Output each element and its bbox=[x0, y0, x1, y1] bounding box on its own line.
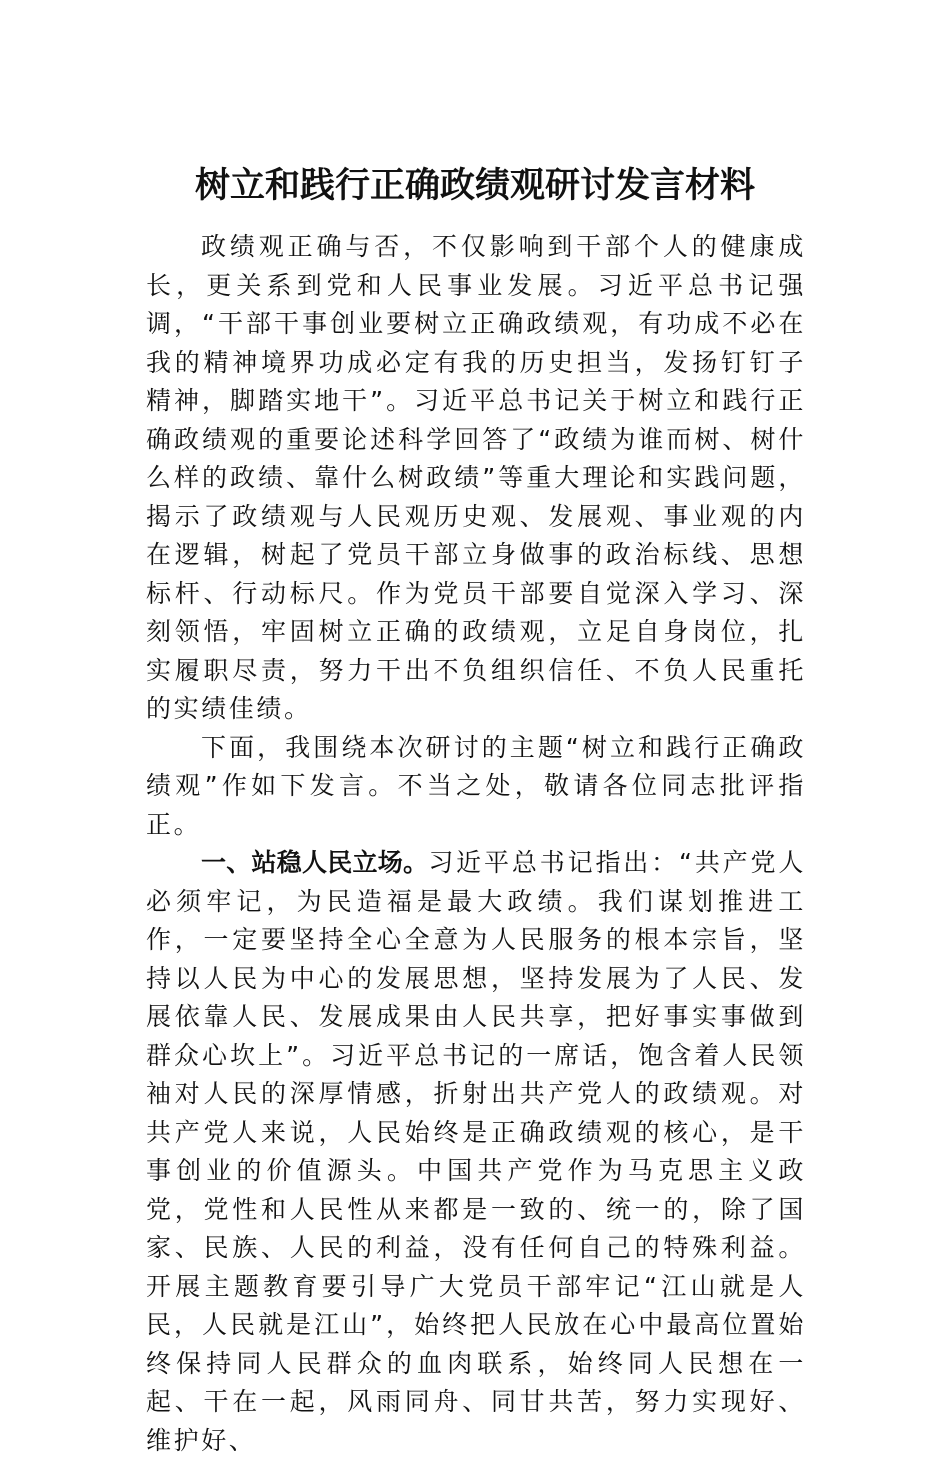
paragraph-section-one bbox=[146, 844, 806, 1460]
document-title: 树立和践行正确政绩观研讨发言材料 bbox=[194, 165, 755, 206]
paragraph-intro bbox=[146, 228, 806, 729]
paragraph-transition bbox=[146, 729, 806, 845]
paragraph-text: 习近平总书记指出：“共产党人必须牢记，为民造福是最大政绩。我们谋划推进工作，一定要坚持全心全意为人民服务的根本宗旨，坚持以人民为中心的发展思想，坚持发展为了人民、发展依靠人民、发展成果由人民共享，把好事实事做到群众心坎上”。习近平总书记的一席话，饱含着人民领袖对人民的深厚情感，折射出共产党人的政绩观。对共产党人来说，人民始终是正确政绩观的核心，是干事创业的价值源头。中国共产党作为马克思主义政党，党性和人民性从来都是一致的、统一的，除了国家、民族、人民的利益，没有任何自己的特殊利益。开展主题教育要引导广大党员干部牢记“江山就是人民，人民就是江山”，始终把人民放在心中最高位置始终保持同人民群众的血肉联系，始终同人民想在一起、干在一起，风雨同舟、同甘共苦，努力实现好、维护好、 bbox=[146, 848, 806, 1455]
document-body bbox=[146, 228, 806, 1460]
paragraph-text: 政绩观正确与否，不仅影响到干部个人的健康成长，更关系到党和人民事业发展。习近平总书记强调，“干部干事创业要树立正确政绩观，有功成不必在我的精神境界功成必定有我的历史担当，发扬钉钉子精神，脚踏实地干”。习近平总书记关于树立和践行正确政绩观的重要论述科学回答了“政绩为谁而树、树什么样的政绩、靠什么树政绩”等重大理论和实践问题，揭示了政绩观与人民观历史观、发展观、事业观的内在逻辑，树起了党员干部立身做事的政治标线、思想标杆、行动标尺。作为党员干部要自觉深入学习、深刻领悟，牢固树立正确的政绩观，立足自身岗位，扎实履职尽责，努力干出不负组织信任、不负人民重托的实绩佳绩。 bbox=[146, 232, 806, 723]
section-heading: 一、站稳人民立场。 bbox=[201, 848, 429, 877]
paragraph-text: 下面，我围绕本次研讨的主题“树立和践行正确政绩观”作如下发言。不当之处，敬请各位同志批评指正。 bbox=[146, 732, 806, 839]
